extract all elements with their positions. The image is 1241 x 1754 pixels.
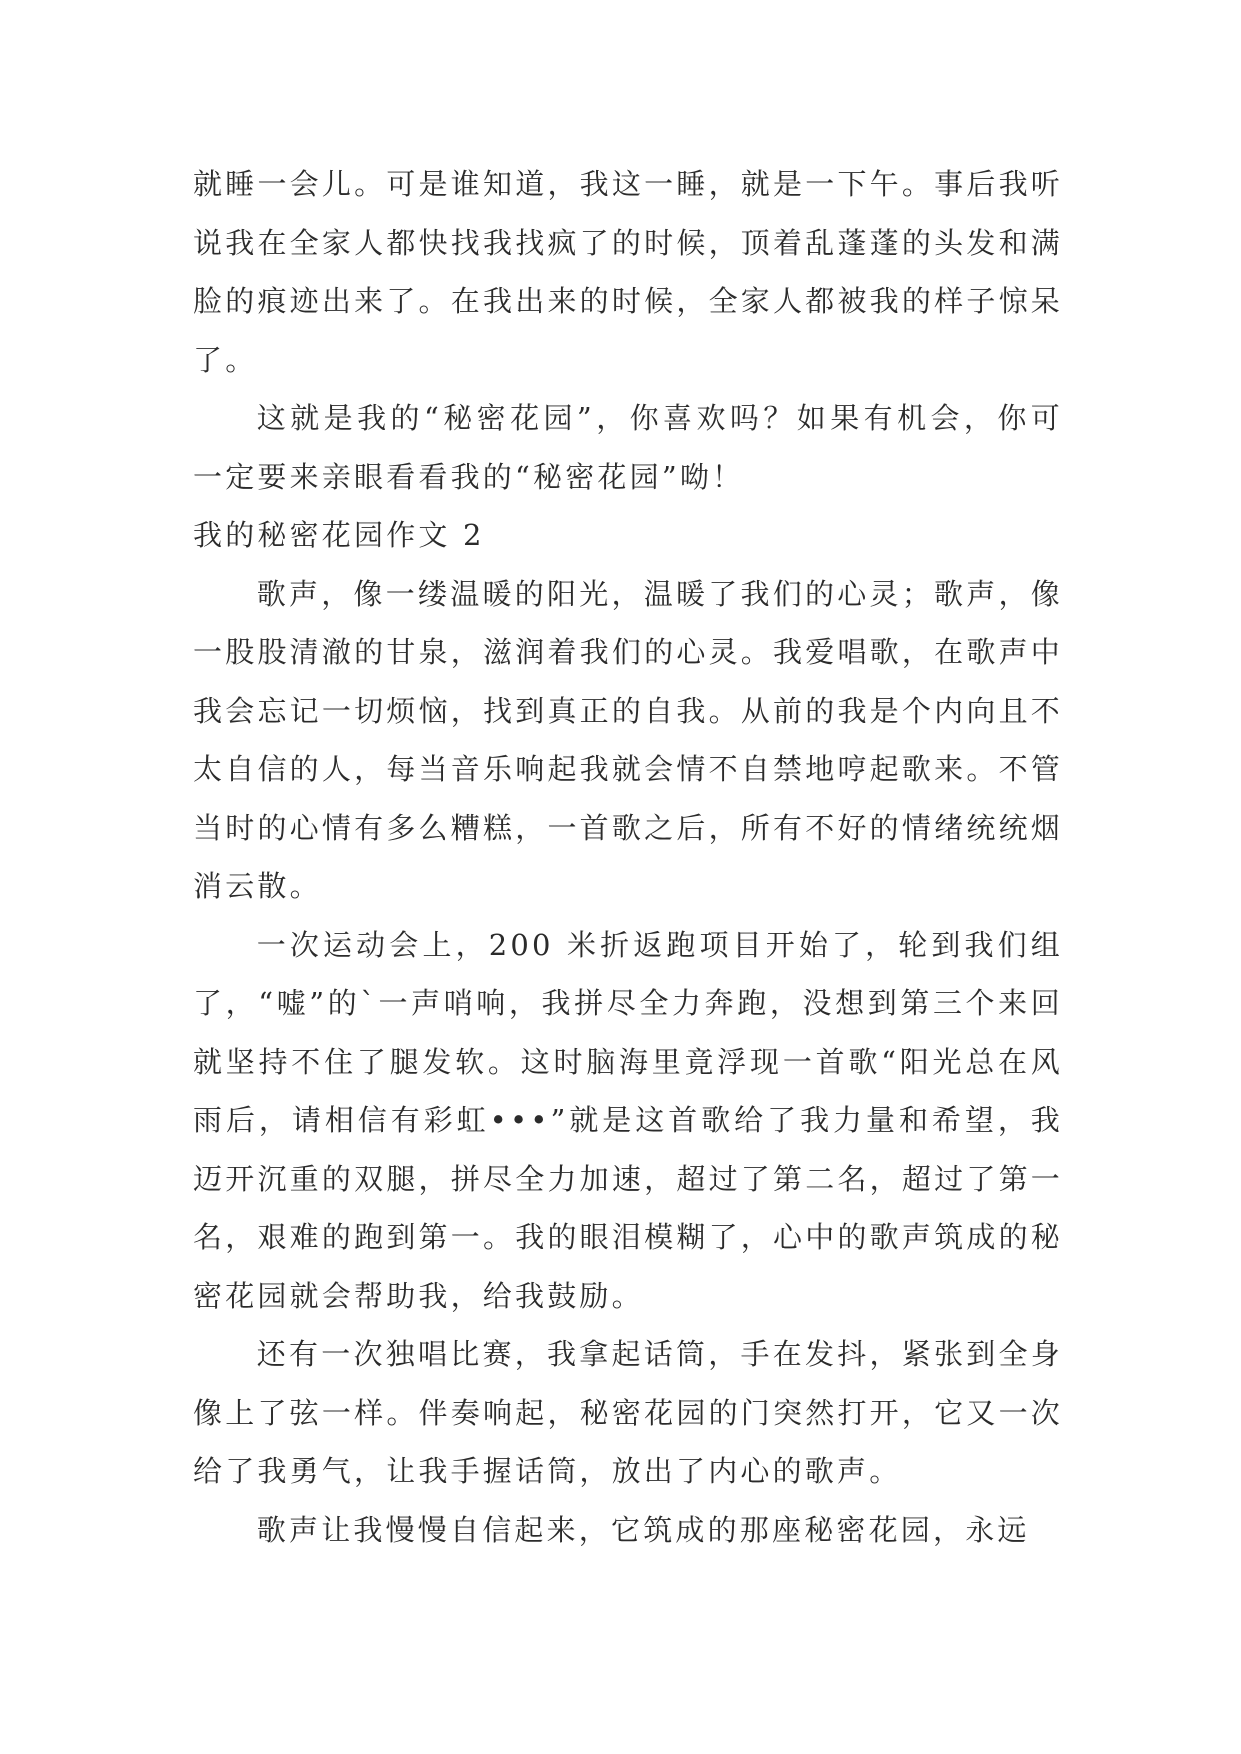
paragraph-secret-garden-invite: 这就是我的“秘密花园”，你喜欢吗？如果有机会，你可一定要来亲眼看看我的“秘密花园”呦！ (193, 401, 1063, 494)
section-title: 我的秘密花园作文 2 (193, 518, 485, 552)
document-body (193, 155, 1063, 1559)
paragraph-continued: 就睡一会儿。可是谁知道，我这一睡，就是一下午。事后我听说我在全家人都快找我找疯了的时候，顶着乱蓬蓬的头发和满脸的痕迹出来了。在我出来的时候，全家人都被我的样子惊呆了。 (193, 167, 1063, 377)
paragraph-singing-contest: 还有一次独唱比赛，我拿起话筒，手在发抖，紧张到全身像上了弦一样。伴奏响起，秘密花园的门突然打开，它又一次给了我勇气，让我手握话筒，放出了内心的歌声。 (193, 1337, 1063, 1488)
paragraph-song-intro: 歌声，像一缕温暖的阳光，温暖了我们的心灵；歌声，像一股股清澈的甘泉，滋润着我们的心灵。我爱唱歌，在歌声中我会忘记一切烦恼，找到真正的自我。从前的我是个内向且不太自信的人，每当音乐响起我就会情不自禁地哼起歌来。不管当时的心情有多么糟糕，一首歌之后，所有不好的情绪统统烟消云散。 (193, 576, 1063, 903)
paragraph-confidence: 歌声让我慢慢自信起来，它筑成的那座秘密花园，永远 (256, 1512, 1030, 1547)
paragraph-sports-meet: 一次运动会上，200 米折返跑项目开始了，轮到我们组了，“嘘”的`一声哨响，我拼尽全力奔跑，没想到第三个来回就坚持不住了腿发软。这时脑海里竟浮现一首歌“阳光总在风雨后，请相信有彩虹•••”就是这首歌给了我力量和希望，我迈开沉重的双腿，拼尽全力加速，超过了第二名，超过了第一名，艰难的跑到第一。我的眼泪模糊了，心中的歌声筑成的秘密花园就会帮助我，给我鼓励。 (193, 927, 1063, 1313)
